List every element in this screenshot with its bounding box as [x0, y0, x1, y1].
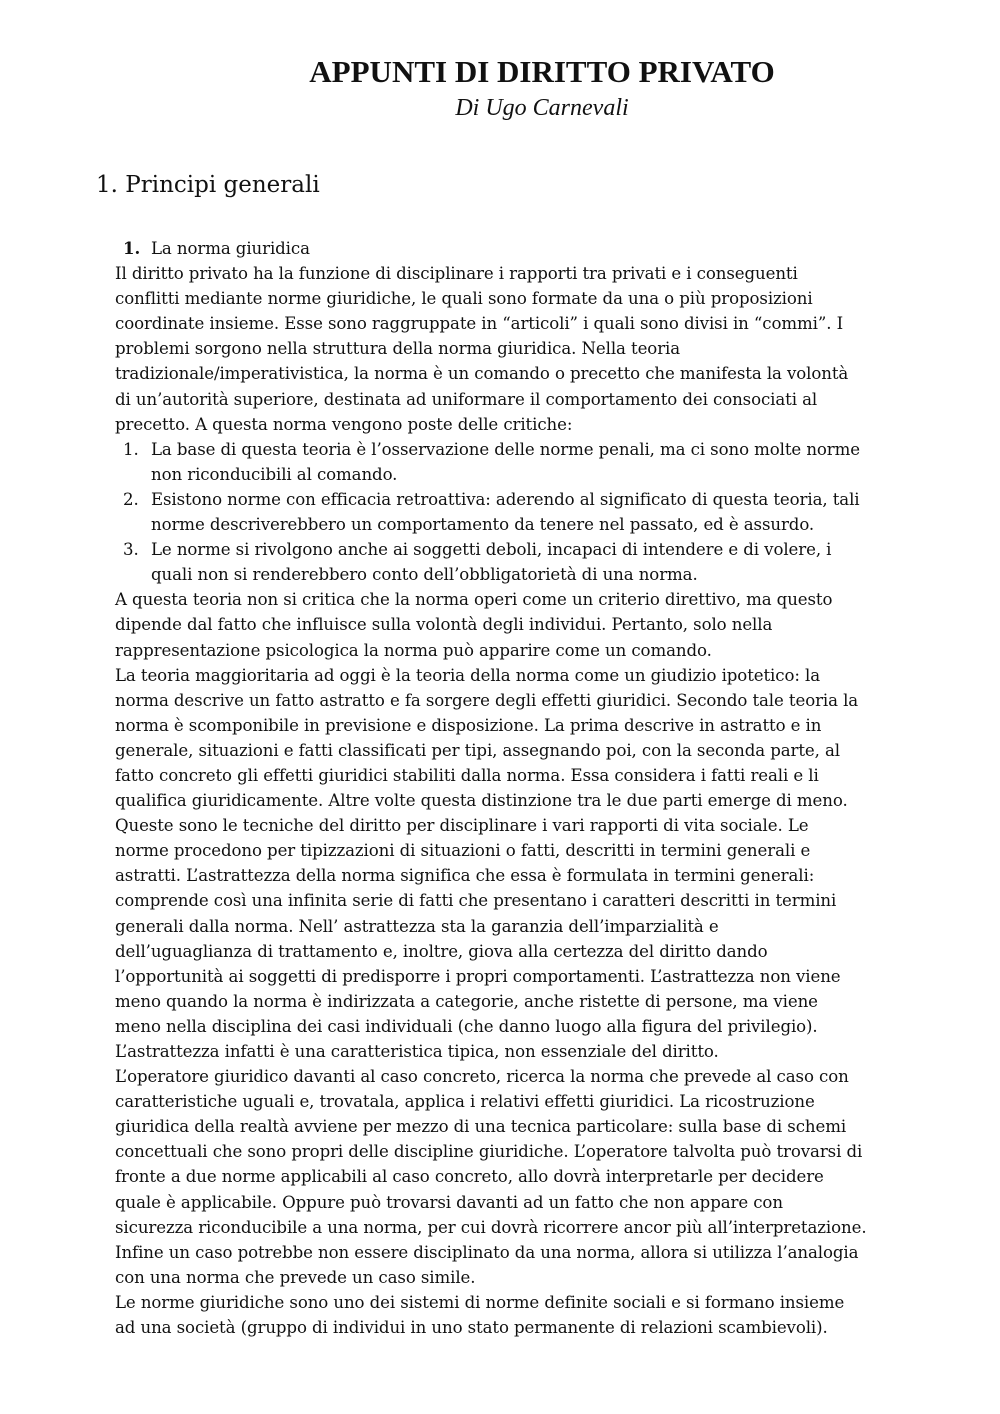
critiques-list [115, 437, 990, 588]
text-line: con una norma che prevede un caso simile. [115, 1267, 476, 1287]
list-item [115, 437, 990, 487]
text-line: problemi sorgono nella struttura della norma giuridica. Nella teoria [115, 339, 681, 359]
text-line: generale, situazioni e fatti classificati per tipi, assegnando poi, con la seconda parte, al [115, 740, 840, 760]
text-line: astratti. L’astrattezza della norma significa che essa è formulata in termini generali: [115, 866, 815, 886]
text-line: Il diritto privato ha la funzione di disciplinare i rapporti tra privati e i conseguenti [115, 264, 798, 284]
text-line: non riconducibili al comando. [151, 464, 398, 484]
text-line: L’operatore giuridico davanti al caso concreto, ricerca la norma che prevede al caso con [115, 1067, 849, 1087]
text-line: quali non si renderebbero conto dell’obbligatorietà di una norma. [151, 565, 698, 585]
text-line: giuridica della realtà avviene per mezzo di una tecnica particolare: sulla base di schemi [115, 1117, 847, 1137]
list-item-number: 1. [123, 439, 139, 459]
subsection-heading [115, 236, 990, 261]
text-line: generali dalla norma. Nell’ astrattezza sta la garanzia dell’imparzialità e [115, 916, 719, 936]
text-line: di un’autorità superiore, destinata ad uniformare il comportamento dei consociati al [115, 389, 818, 409]
text-line: dell’uguaglianza di trattamento e, inoltre, giova alla certezza del diritto dando [115, 941, 768, 961]
text-line: A questa teoria non si critica che la norma operi come un criterio direttivo, ma questo [115, 590, 833, 610]
list-item-number: 3. [123, 540, 139, 560]
text-line: precetto. A questa norma vengono poste delle critiche: [115, 414, 573, 434]
text-line: L’astrattezza infatti è una caratteristica tipica, non essenziale del diritto. [115, 1042, 719, 1061]
paragraph-main [115, 587, 990, 1340]
text-line: meno nella disciplina dei casi individuali (che danno luogo alla figura del privilegio). [115, 1016, 818, 1036]
text-line: norme procedono per tipizzazioni di situazioni o fatti, descritti in termini generali e [115, 841, 811, 861]
text-line: conflitti mediante norme giuridiche, le quali sono formate da una o più proposizioni [115, 289, 813, 309]
text-line: Queste sono le tecniche del diritto per disciplinare i vari rapporti di vita sociale. Le [115, 816, 809, 836]
text-line: coordinate insieme. Esse sono raggruppate in “articoli” i quali sono divisi in “commi”. I [115, 314, 844, 334]
text-line: norma descrive un fatto astratto e fa sorgere degli effetti giuridici. Secondo tale teoria la [115, 690, 859, 710]
text-line: La teoria maggioritaria ad oggi è la teoria della norma come un giudizio ipotetico: la [115, 665, 821, 685]
text-line: sicurezza riconducibile a una norma, per cui dovrà ricorrere ancor più all’interpretazione. [115, 1217, 867, 1237]
text-line: norme descriverebbero un comportamento da tenere nel passato, ed è assurdo. [151, 515, 815, 535]
list-item-number: 2. [123, 489, 139, 509]
subsection-title: La norma giuridica [151, 239, 310, 258]
text-line: La base di questa teoria è l’osservazione delle norme penali, ma ci sono molte norme [151, 439, 860, 459]
text-line: tradizionale/imperativistica, la norma è un comando o precetto che manifesta la volontà [115, 364, 849, 384]
text-line: norma è scomponibile in previsione e disposizione. La prima descrive in astratto e in [115, 715, 822, 735]
text-line: rappresentazione psicologica la norma può apparire come un comando. [115, 640, 712, 660]
text-line: l’opportunità ai soggetti di predisporre i propri comportamenti. L’astrattezza non viene [115, 966, 841, 986]
document-author: Di Ugo Carnevali [455, 95, 629, 121]
list-item [115, 487, 990, 537]
text-line: quale è applicabile. Oppure può trovarsi davanti ad un fatto che non appare con [115, 1192, 783, 1212]
text-line: Esistono norme con efficacia retroattiva: aderendo al significato di questa teoria, tali [151, 489, 860, 509]
section-heading: 1. Principi generali [96, 172, 320, 198]
text-line: meno quando la norma è indirizzata a categorie, anche ristette di persone, ma viene [115, 991, 818, 1011]
text-line: dipende dal fatto che influisce sulla volontà degli individui. Pertanto, solo nella [115, 615, 773, 635]
text-line: fronte a due norme applicabili al caso concreto, allo dovrà interpretarle per decidere [115, 1167, 824, 1187]
paragraph-intro [115, 261, 990, 437]
text-line: concettuali che sono propri delle discipline giuridiche. L’operatore talvolta può trovarsi di [115, 1142, 863, 1162]
text-line: qualifica giuridicamente. Altre volte questa distinzione tra le due parti emerge di meno. [115, 791, 848, 811]
text-line: caratteristiche uguali e, trovatala, applica i relativi effetti giuridici. La ricostruzione [115, 1092, 815, 1112]
subsection-number: 1. [123, 238, 141, 258]
document-title: APPUNTI DI DIRITTO PRIVATO [309, 54, 775, 89]
text-line: Le norme giuridiche sono uno dei sistemi di norme definite sociali e si formano insieme [115, 1292, 845, 1312]
text-line: Infine un caso potrebbe non essere disciplinato da una norma, allora si utilizza l’analogia [115, 1242, 859, 1262]
text-line: ad una società (gruppo di individui in uno stato permanente di relazioni scambievoli). [115, 1318, 828, 1338]
text-line: Le norme si rivolgono anche ai soggetti deboli, incapaci di intendere e di volere, i [151, 540, 832, 560]
list-item [115, 537, 990, 587]
text-line: fatto concreto gli effetti giuridici stabiliti dalla norma. Essa considera i fatti reali e li [115, 765, 819, 785]
text-line: comprende così una infinita serie di fatti che presentano i caratteri descritti in termini [115, 891, 837, 911]
document-body [115, 236, 990, 1340]
